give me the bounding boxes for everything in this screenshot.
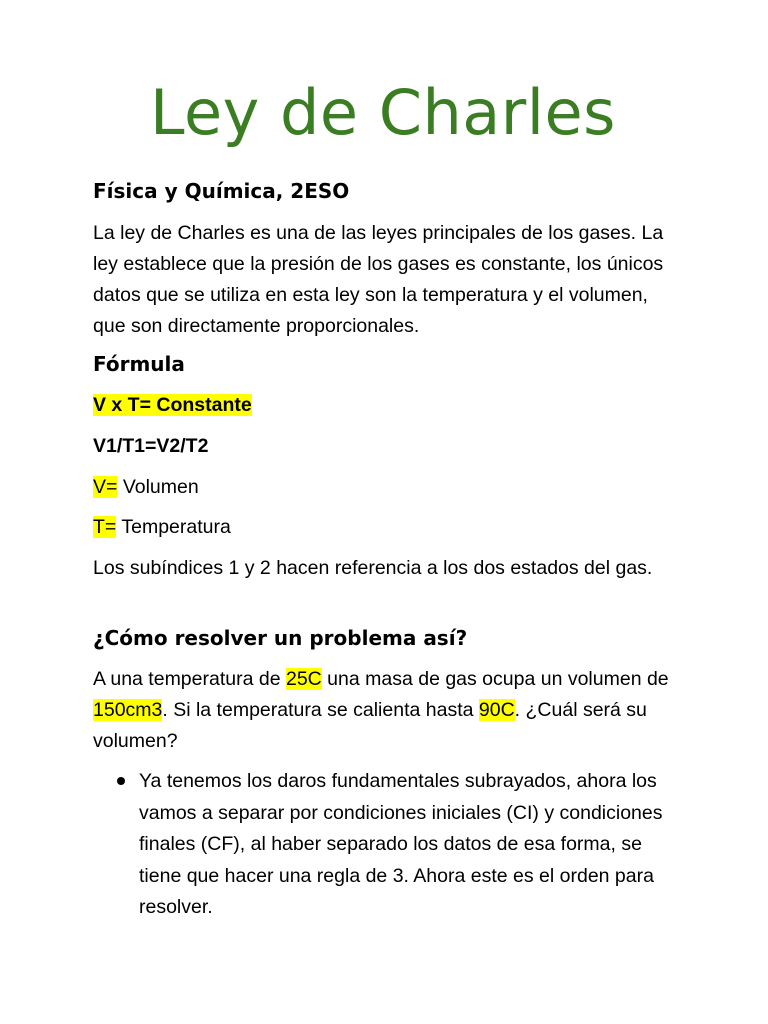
intro-paragraph: La ley de Charles es una de las leyes principales de los gases. La ley establece que la presión de los gases es constante, los únicos datos que se utiliza en esta ley son la temperatura y el volumen, que son directamente proporcionales. bbox=[93, 222, 664, 337]
problem-paragraph bbox=[93, 664, 683, 757]
definition-temperature-symbol: T= bbox=[93, 516, 117, 538]
formula-ratio: V1/T1=V2/T2 bbox=[93, 435, 209, 457]
definition-volume-symbol: V= bbox=[93, 476, 118, 498]
definition-volume-text: Volumen bbox=[117, 476, 199, 498]
problem-text-1: A una temperatura de bbox=[93, 668, 286, 690]
problem-heading: ¿Cómo resolver un problema así? bbox=[93, 626, 468, 650]
definition-temperature bbox=[93, 514, 231, 540]
problem-text-4: . ¿Cuál será su volumen? bbox=[93, 699, 647, 752]
subindices-note: Los subíndices 1 y 2 hacen referencia a los dos estados del gas. bbox=[93, 557, 653, 579]
problem-text-2: una masa de gas ocupa un volumen de bbox=[321, 668, 669, 690]
formula-constant-text: V x T= Constante bbox=[93, 394, 252, 416]
bullet-icon bbox=[117, 777, 125, 785]
formula-constant bbox=[93, 392, 252, 418]
document-title: Ley de Charles bbox=[150, 76, 616, 149]
problem-final-temperature: 90C bbox=[478, 699, 515, 721]
problem-initial-volume: 150cm3 bbox=[93, 699, 163, 721]
problem-initial-temperature: 25C bbox=[285, 668, 322, 690]
definition-temperature-text: Temperatura bbox=[116, 516, 231, 538]
problem-text-3: . Si la temperatura se calienta hasta bbox=[162, 699, 479, 721]
list-item-text: Ya tenemos los daros fundamentales subrayados, ahora los vamos a separar por condiciones iniciales (CI) y condiciones finales (CF), al haber separado los datos de esa forma, se tiene que hacer una regla de 3. Ahora este es el orden para resolver. bbox=[139, 770, 663, 918]
definition-volume bbox=[93, 474, 199, 500]
formula-heading: Fórmula bbox=[93, 352, 185, 376]
document-subtitle: Física y Química, 2ESO bbox=[93, 179, 350, 203]
